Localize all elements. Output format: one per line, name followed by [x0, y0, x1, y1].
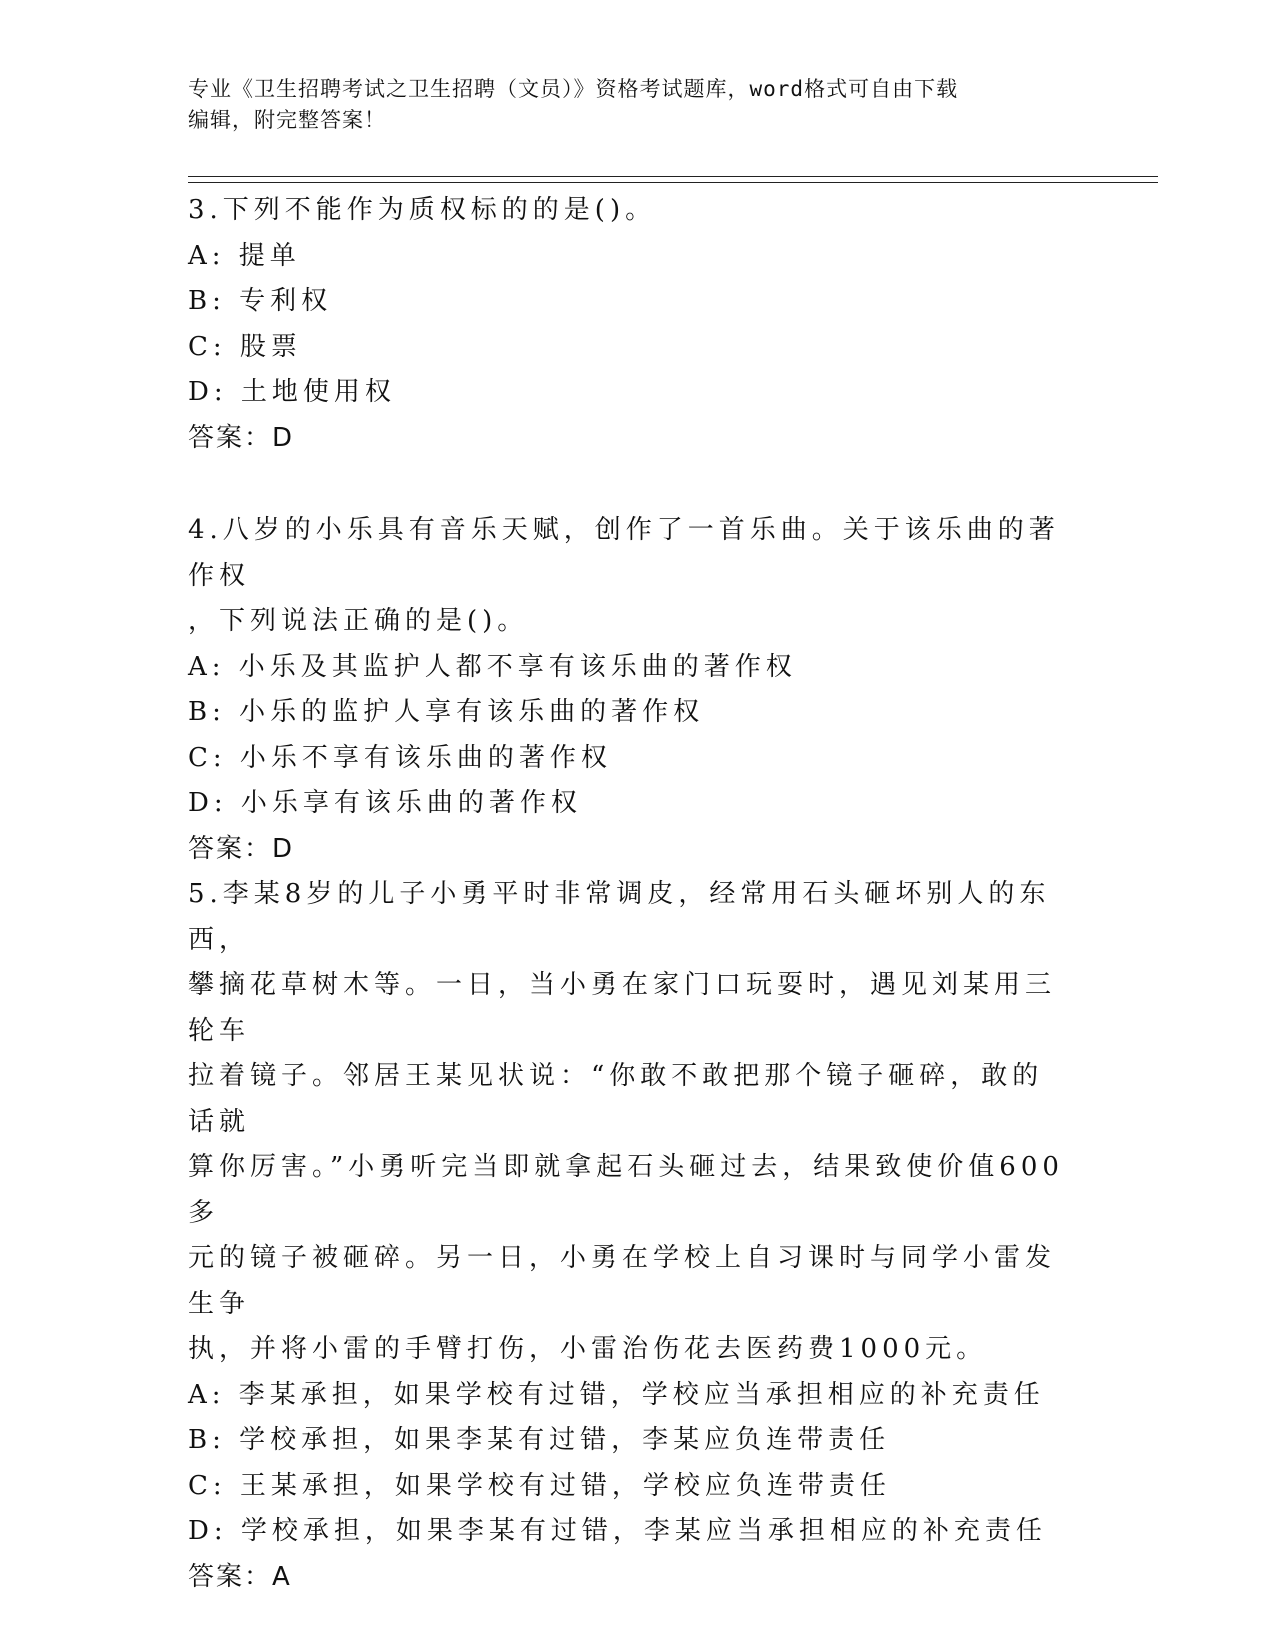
stem-line: 执，并将小雷的手臂打伤，小雷治伤花去医药费1000元。 — [188, 1334, 988, 1364]
question-5 — [188, 872, 1068, 1600]
document-header — [188, 74, 1088, 136]
question-stem — [188, 508, 1068, 645]
question-stem — [188, 872, 1068, 1373]
stem-line: 元的镜子被砸碎。另一日，小勇在学校上自习课时与同学小雷发生争 — [188, 1243, 1057, 1319]
header-line-2: 编辑，附完整答案！ — [188, 108, 386, 132]
stem-line: 拉着镜子。邻居王某见状说：“你敢不敢把那个镜子砸碎，敢的话就 — [188, 1061, 1044, 1137]
answer-line: 答案：A — [188, 1561, 292, 1592]
stem-line: 5.李某8岁的儿子小勇平时非常调皮，经常用石头砸坏别人的东西， — [188, 879, 1051, 955]
stem-line: 4.八岁的小乐具有音乐天赋，创作了一首乐曲。关于该乐曲的著作权 — [188, 515, 1060, 591]
option-b: B: 专利权 — [188, 286, 333, 316]
question-stem — [188, 188, 1068, 234]
answer-line: 答案：D — [188, 833, 295, 864]
option-d: D: 土地使用权 — [188, 377, 396, 407]
header-divider-bottom — [188, 182, 1158, 183]
option-a: A: 小乐及其监护人都不享有该乐曲的著作权 — [188, 651, 797, 682]
stem-line: 攀摘花草树木等。一日，当小勇在家门口玩耍时，遇见刘某用三轮车 — [188, 970, 1057, 1046]
option-c: C: 王某承担，如果学校有过错，学校应负连带责任 — [188, 1470, 891, 1501]
stem-line: ，下列说法正确的是()。 — [188, 606, 529, 636]
option-b: B: 小乐的监护人享有该乐曲的著作权 — [188, 697, 705, 727]
option-d: D: 小乐享有该乐曲的著作权 — [188, 788, 582, 818]
stem-line: 3.下列不能作为质权标的的是()。 — [188, 195, 657, 225]
question-4 — [188, 508, 1068, 872]
option-d: D: 学校承担，如果李某有过错，李某应当承担相应的补充责任 — [188, 1516, 1047, 1546]
answer-line: 答案：D — [188, 422, 295, 453]
option-b: B: 学校承担，如果李某有过错，李某应负连带责任 — [188, 1425, 891, 1455]
option-a: A: 提单 — [188, 240, 301, 271]
question-3 — [188, 188, 1068, 461]
stem-line: 算你厉害。”小勇听完当即就拿起石头砸过去，结果致使价值600多 — [188, 1152, 1064, 1228]
option-a: A: 李某承担，如果学校有过错，学校应当承担相应的补充责任 — [188, 1379, 1045, 1410]
header-divider-top — [188, 176, 1158, 177]
option-c: C: 小乐不享有该乐曲的著作权 — [188, 742, 612, 773]
header-line-1: 专业《卫生招聘考试之卫生招聘（文员）》资格考试题库，word格式可自由下载 — [188, 77, 959, 101]
option-c: C: 股票 — [188, 331, 302, 362]
